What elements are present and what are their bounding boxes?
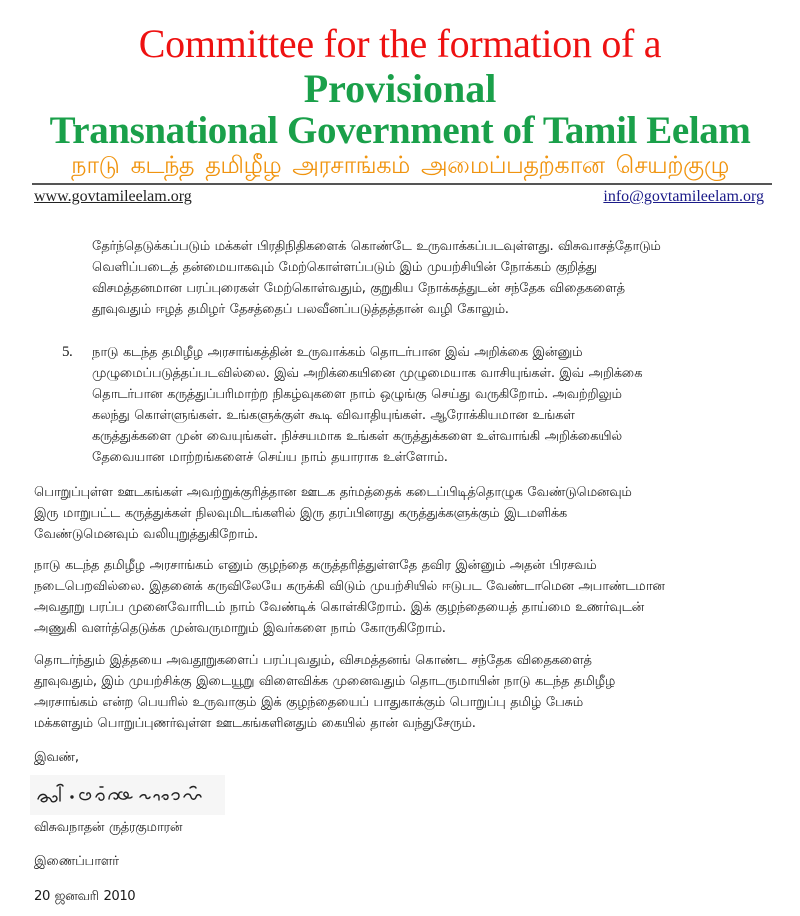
paragraph-line: கலந்து கொள்ளுங்கள். உங்களுக்குள் கூடி விவாதியுங்கள். ஆரோக்கியமான உங்கள்: [92, 408, 575, 423]
paragraph-line: முழுமைப்படுத்தப்படவில்லை. இவ் அறிக்கையினை முழுமையாக வாசியுங்கள். இவ் அறிக்கை: [92, 366, 643, 381]
signer-role: இணைப்பாளர்: [34, 854, 119, 869]
continued-paragraph: [92, 236, 782, 320]
paragraph-line: தூவுவதும் ஈழத் தமிழர் தேசத்தைப் பலவீனப்படுத்தத்தான் வழி கோலும்.: [92, 302, 509, 317]
title-tamil: நாடு கடந்த தமிழீழ அரசாங்கம் அமைப்பதற்கான செயற்குழு: [71, 151, 729, 179]
paragraph-line: தொடர்பான கருத்துப்பரிமாற்ற நிகழ்வுகளை நாம் ஒழுங்கு செய்து வருகிறோம். அவற்றிலும்: [92, 387, 622, 402]
paragraph-line: நாடு கடந்த தமிழீழ அரசாங்கம் எனும் குழந்தை கருத்தரித்துள்ளதே தவிர இன்னும் அதன் பிரசவம்: [34, 558, 597, 573]
email-link[interactable]: info@govtamileelam.org: [603, 188, 764, 205]
signature-image: [30, 775, 225, 815]
title-line-provisional: Provisional: [303, 66, 497, 111]
paragraph-line: மக்களதும் பொறுப்புணர்வுள்ள ஊடகங்களினதும் கையில் தான் வந்துசேரும்.: [34, 716, 476, 731]
title-line-committee: Committee for the formation of a: [138, 21, 662, 66]
paragraph-line: நாடு கடந்த தமிழீழ அரசாங்கத்தின் உருவாக்கம் தொடர்பான இவ் அறிக்கை இன்னும்: [92, 345, 583, 360]
title-line-government: Transnational Government of Tamil Eelam: [49, 109, 751, 152]
item-number: 5.: [62, 344, 73, 360]
paragraph-line: அரசாங்கம் என்ற பெயரில் உருவாகும் இக் குழந்தையைப் பாதுகாக்கும் பொறுப்பு தமிழ் பேசும்: [34, 695, 583, 710]
sign-off: இவண்,: [34, 750, 79, 765]
letter-date: 20 ஜனவரி 2010: [34, 889, 136, 904]
paragraph-line: பொறுப்புள்ள ஊடகங்கள் அவற்றுக்குரித்தான ஊடக தர்மத்தைக் கடைப்பிடித்தொழுக வேண்டுமெனவும்: [34, 485, 632, 500]
paragraph-line: தேர்ந்தெடுக்கப்படும் மக்கள் பிரதிநிதிகளைக் கொண்டே உருவாக்கப்படவுள்ளது. விசுவாசத்தோடும்: [92, 239, 661, 254]
paragraph-line: தூவுவதும், இம் முயற்சிக்கு இடையூறு விளைவிக்க முனைவதும் தொடருமாயின் நாடு கடந்த தமிழீழ: [34, 674, 615, 689]
paragraph-line: இரு மாறுபட்ட கருத்துக்கள் நிலவுமிடங்களில் இரு தரப்பினரது கருத்துக்களுக்கும் இடமளிக்க: [34, 506, 567, 521]
paragraph-child: [34, 555, 784, 639]
paragraph-line: நடைபெறவில்லை. இதனைக் கருவிலேயே கருக்கி விடும் முயற்சியில் ஈடுபட வேண்டாமென அபாண்டமான: [34, 579, 665, 594]
website-link[interactable]: www.govtamileelam.org: [34, 188, 192, 205]
paragraph-line: வெளிப்படைத் தன்மையாகவும் மேற்கொள்ளப்படும் இம் முயற்சியின் நோக்கம் குறித்து: [92, 260, 597, 275]
paragraph-line: வேண்டுமெனவும் வலியுறுத்துகிறோம்.: [34, 527, 258, 542]
paragraph-line: அவதூறு பரப்ப முனைவோரிடம் நாம் வேண்டிக் கொள்கிறோம். இக் குழந்தையைத் தாய்மை உணர்வுடன்: [34, 600, 644, 615]
paragraph-line: விசமத்தனமான பரப்புரைகள் மேற்கொள்வதும், குறுகிய நோக்கத்துடன் சந்தேக விதைகளைத்: [92, 281, 625, 296]
header-divider: [32, 183, 772, 185]
paragraph-warning: [34, 650, 784, 734]
paragraph-line: கருத்துக்களை முன் வையுங்கள். நிச்சயமாக உங்கள் கருத்துக்களை உள்வாங்கி அறிக்கையில்: [92, 429, 622, 444]
paragraph-line: அணுகி வளர்த்தெடுக்க முன்வருமாறும் இவர்களை நாம் கோருகிறோம்.: [34, 621, 446, 636]
paragraph-media: [34, 482, 784, 545]
item-text: [92, 342, 782, 468]
paragraph-line: தொடர்ந்தும் இத்தயை அவதூறுகளைப் பரப்புவதும், விசமத்தனங் கொண்ட சந்தேக விதைகளைத்: [34, 653, 592, 668]
signature-icon: [30, 775, 225, 815]
signer-name: விசுவநாதன் ருத்ரகுமாரன்: [34, 820, 183, 835]
paragraph-line: தேவையான மாற்றங்களைச் செய்ய நாம் தயாராக உள்ளோம்.: [92, 450, 448, 465]
